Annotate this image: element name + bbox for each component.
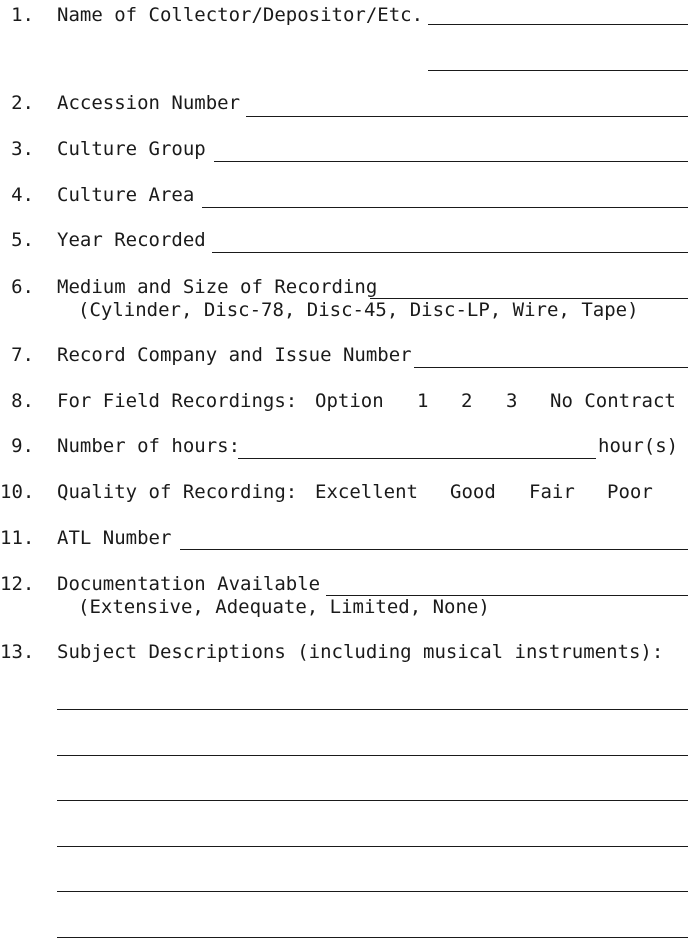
item-number: 12. xyxy=(0,573,35,595)
item-number: 3. xyxy=(11,138,34,160)
form-item-5 xyxy=(0,229,693,259)
hours-line[interactable] xyxy=(238,458,596,459)
form-item-2 xyxy=(0,92,693,122)
item-label: Record Company and Issue Number xyxy=(57,344,412,366)
form-item-9 xyxy=(0,435,693,465)
accession-number-line[interactable] xyxy=(246,116,688,117)
item-label: Accession Number xyxy=(57,92,241,114)
documentation-line[interactable] xyxy=(326,595,688,596)
item-number: 1. xyxy=(11,4,34,26)
item-label: ATL Number xyxy=(57,527,172,549)
item-number: 9. xyxy=(11,435,34,457)
form-item-1 xyxy=(0,4,693,34)
quality-fair[interactable]: Fair xyxy=(529,481,575,503)
item-number: 4. xyxy=(11,184,34,206)
option-no-contract[interactable]: No Contract xyxy=(550,390,676,412)
form-item-11 xyxy=(0,527,693,557)
item-label: Quality of Recording: xyxy=(57,481,298,503)
form-item-4 xyxy=(0,184,693,214)
documentation-options-note: (Extensive, Adequate, Limited, None) xyxy=(78,596,490,618)
form-item-3 xyxy=(0,138,693,168)
quality-poor[interactable]: Poor xyxy=(607,481,653,503)
item-number: 6. xyxy=(11,276,34,298)
option-2[interactable]: 2 xyxy=(461,390,473,412)
subject-description-line-4[interactable] xyxy=(57,846,688,847)
item-label: Year Recorded xyxy=(57,229,206,251)
medium-size-line[interactable] xyxy=(370,298,688,299)
quality-excellent[interactable]: Excellent xyxy=(315,481,418,503)
item-label: Medium and Size of Recording xyxy=(57,276,378,298)
item-number: 7. xyxy=(11,344,34,366)
item-label: Culture Area xyxy=(57,184,195,206)
collector-name-line-1[interactable] xyxy=(428,24,688,25)
atl-number-line[interactable] xyxy=(180,549,688,550)
year-recorded-line[interactable] xyxy=(212,252,688,253)
form-item-7 xyxy=(0,344,693,374)
item-label: For Field Recordings: xyxy=(57,390,298,412)
hours-suffix: hour(s) xyxy=(598,435,679,457)
item-label: Documentation Available xyxy=(57,573,321,595)
item-label: Subject Descriptions (including musical instruments): xyxy=(57,641,664,663)
item-number: 10. xyxy=(0,481,35,503)
subject-description-line-6[interactable] xyxy=(57,937,688,938)
item-label: Culture Group xyxy=(57,138,206,160)
option-1[interactable]: 1 xyxy=(417,390,429,412)
quality-good[interactable]: Good xyxy=(450,481,496,503)
medium-options-note: (Cylinder, Disc-78, Disc-45, Disc-LP, Wire, Tape) xyxy=(78,299,639,321)
record-company-line[interactable] xyxy=(414,367,688,368)
subject-description-line-2[interactable] xyxy=(57,755,688,756)
item-number: 5. xyxy=(11,229,34,251)
collector-name-line-2[interactable] xyxy=(428,70,688,71)
item-label: Number of hours: xyxy=(57,435,241,457)
culture-group-line[interactable] xyxy=(214,161,688,162)
form-item-12 xyxy=(0,573,693,623)
item-label: Name of Collector/Depositor/Etc. xyxy=(57,4,424,26)
item-number: 13. xyxy=(0,641,35,663)
form-item-8 xyxy=(0,390,693,420)
subject-description-line-1[interactable] xyxy=(57,709,688,710)
subject-description-line-3[interactable] xyxy=(57,800,688,801)
item-number: 11. xyxy=(0,527,35,549)
form-item-13 xyxy=(0,641,693,671)
option-3[interactable]: 3 xyxy=(506,390,518,412)
item-number: 2. xyxy=(11,92,34,114)
form-item-10 xyxy=(0,481,693,511)
form-item-6 xyxy=(0,276,693,326)
subject-description-line-5[interactable] xyxy=(57,891,688,892)
option-label: Option xyxy=(315,390,384,412)
culture-area-line[interactable] xyxy=(202,207,688,208)
item-number: 8. xyxy=(11,390,34,412)
